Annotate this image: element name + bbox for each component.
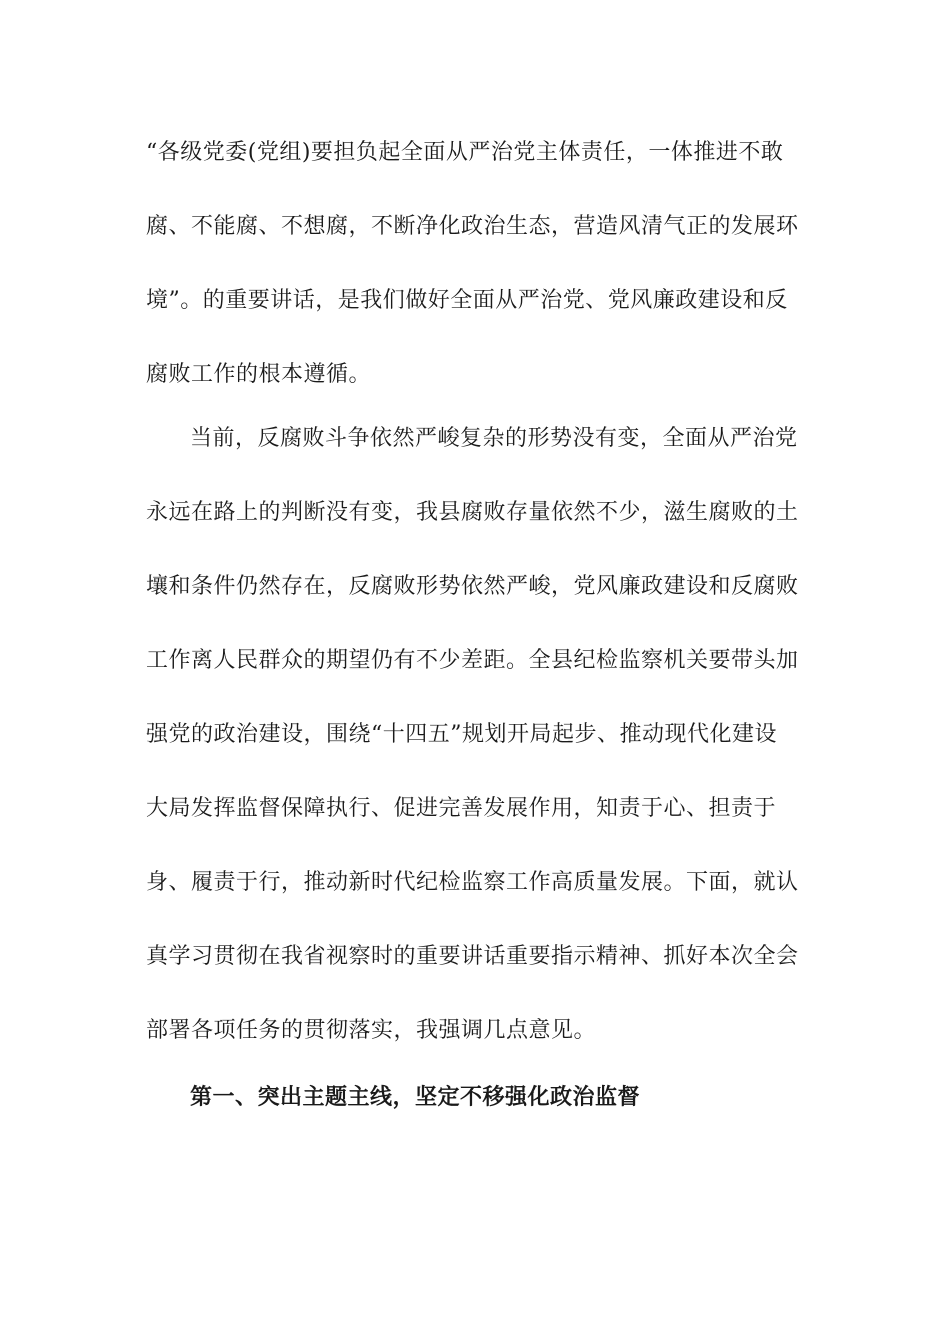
paragraph-2-line-7: 身、履责于行，推动新时代纪检监察工作高质量发展。下面，就认 [146,870,799,895]
section-heading: 第一、突出主题主线，坚定不移强化政治监督 [190,1084,641,1110]
paragraph-2-line-2: 永远在路上的判断没有变，我县腐败存量依然不少，滋生腐败的土 [146,500,799,525]
paragraph-2-line-1: 当前，反腐败斗争依然严峻复杂的形势没有变，全面从严治党 [190,426,798,451]
paragraph-2-line-6: 大局发挥监督保障执行、促进完善发展作用，知责于心、担责于 [146,796,777,821]
paragraph-2-line-8: 真学习贯彻在我省视察时的重要讲话重要指示精神、抓好本次全会 [146,944,799,969]
paragraph-1-line-3: 境”。的重要讲话，是我们做好全面从严治党、党风廉政建设和反 [146,288,788,313]
paragraph-2-line-5: 强党的政治建设，围绕“十四五”规划开局起步、推动现代化建设 [146,722,777,747]
paragraph-2-line-4: 工作离人民群众的期望仍有不少差距。全县纪检监察机关要带头加 [146,648,799,673]
paragraph-1-line-4: 腐败工作的根本遵循。 [146,362,372,387]
paragraph-1-line-1: “各级党委(党组)要担负起全面从严治党主体责任，一体推进不敢 [146,140,784,165]
paragraph-2-line-9: 部署各项任务的贯彻落实，我强调几点意见。 [146,1018,597,1043]
paragraph-1-line-2: 腐、不能腐、不想腐，不断净化政治生态，营造风清气正的发展环 [146,214,799,239]
paragraph-2-line-3: 壤和条件仍然存在，反腐败形势依然严峻，党风廉政建设和反腐败 [146,574,799,599]
